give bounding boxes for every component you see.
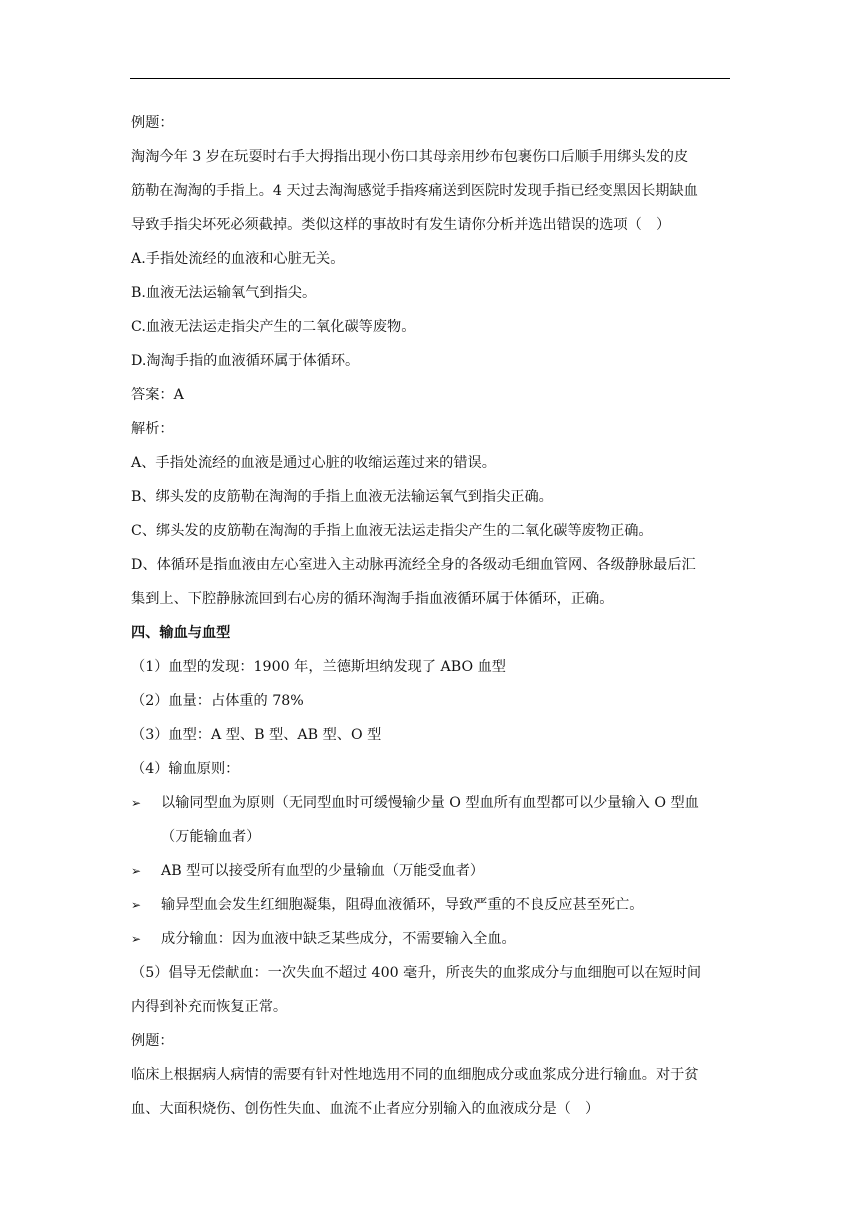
bullet-item xyxy=(131,922,731,956)
question-line: 筋勒在淘淘的手指上。4 天过去淘淘感觉手指疼痛送到医院时发现手指已经变黑因长期缺血 xyxy=(131,183,698,199)
analysis-line: B、绑头发的皮筋勒在淘淘的手指上血液无法输运氧气到指尖正确。 xyxy=(131,489,553,505)
bullet-text: （万能输血者） xyxy=(161,829,261,845)
arrow-bullet-icon: ➢ xyxy=(131,796,142,810)
answer: 答案：A xyxy=(131,387,184,403)
bullet-text: 以输同型血为原则（无同型血时可缓慢输少量 O 型血所有血型都可以少量输入 O 型血 xyxy=(161,795,699,811)
analysis-line: 集到上、下腔静脉流回到右心房的循环淘淘手指血液循环属于体循环，正确。 xyxy=(131,591,614,607)
analysis-line: D、体循环是指血液由左心室进入主动脉再流经全身的各级动毛细血管网、各级静脉最后汇 xyxy=(131,557,696,573)
bullet-text: 输异型血会发生红细胞凝集，阻碍血液循环，导致严重的不良反应甚至死亡。 xyxy=(161,897,644,913)
bullet-item xyxy=(131,786,731,820)
question-line: 淘淘今年 3 岁在玩耍时右手大拇指出现小伤口其母亲用纱布包裹伤口后顺手用绑头发的皮 xyxy=(131,149,689,165)
section-heading: 四、输血与血型 xyxy=(131,625,231,641)
example-label: 例题： xyxy=(131,1033,174,1049)
analysis-label: 解析： xyxy=(131,421,174,437)
section-item: （1）血型的发现：1900 年，兰德斯坦纳发现了 ABO 血型 xyxy=(131,659,506,675)
bullet-item xyxy=(131,888,731,922)
question-line: 导致手指尖坏死必须截掉。类似这样的事故时有发生请你分析并选出错误的选项（ ） xyxy=(131,217,671,233)
bullet-continuation xyxy=(131,820,731,854)
option-a: A.手指处流经的血液和心脏无关。 xyxy=(131,251,345,267)
option-c: C.血液无法运走指尖产生的二氧化碳等废物。 xyxy=(131,319,416,335)
option-b: B.血液无法运输氧气到指尖。 xyxy=(131,285,317,301)
section-item: （2）血量：占体重的 78% xyxy=(131,693,304,709)
option-d: D.淘淘手指的血液循环属于体循环。 xyxy=(131,353,360,369)
bullet-text: AB 型可以接受所有血型的少量输血（万能受血者） xyxy=(161,863,485,879)
question-line: 临床上根据病人病情的需要有针对性地选用不同的血细胞成分或血浆成分进行输血。对于贫 xyxy=(131,1067,699,1083)
arrow-bullet-icon: ➢ xyxy=(131,932,142,946)
arrow-bullet-icon: ➢ xyxy=(131,864,142,878)
section-item: （3）血型：A 型、B 型、AB 型、O 型 xyxy=(131,727,382,743)
section-item: （4）输血原则： xyxy=(131,761,240,777)
example-label: 例题： xyxy=(131,115,174,131)
document-body xyxy=(131,106,731,1126)
analysis-line: C、绑头发的皮筋勒在淘淘的手指上血液无法运走指尖产生的二氧化碳等废物正确。 xyxy=(131,523,653,539)
bullet-text: 成分输血：因为血液中缺乏某些成分，不需要输入全血。 xyxy=(161,931,516,947)
question-line: 血、大面积烧伤、创伤性失血、血流不止者应分别输入的血液成分是（ ） xyxy=(131,1101,600,1117)
analysis-line: A、手指处流经的血液是通过心脏的收缩运莲过来的错误。 xyxy=(131,455,496,471)
header-rule xyxy=(130,78,730,79)
section-item: （5）倡导无偿献血：一次失血不超过 400 毫升，所丧失的血浆成分与血细胞可以在短时间 xyxy=(131,965,702,981)
arrow-bullet-icon: ➢ xyxy=(131,898,142,912)
section-item: 内得到补充而恢复正常。 xyxy=(131,999,288,1015)
bullet-item xyxy=(131,854,731,888)
